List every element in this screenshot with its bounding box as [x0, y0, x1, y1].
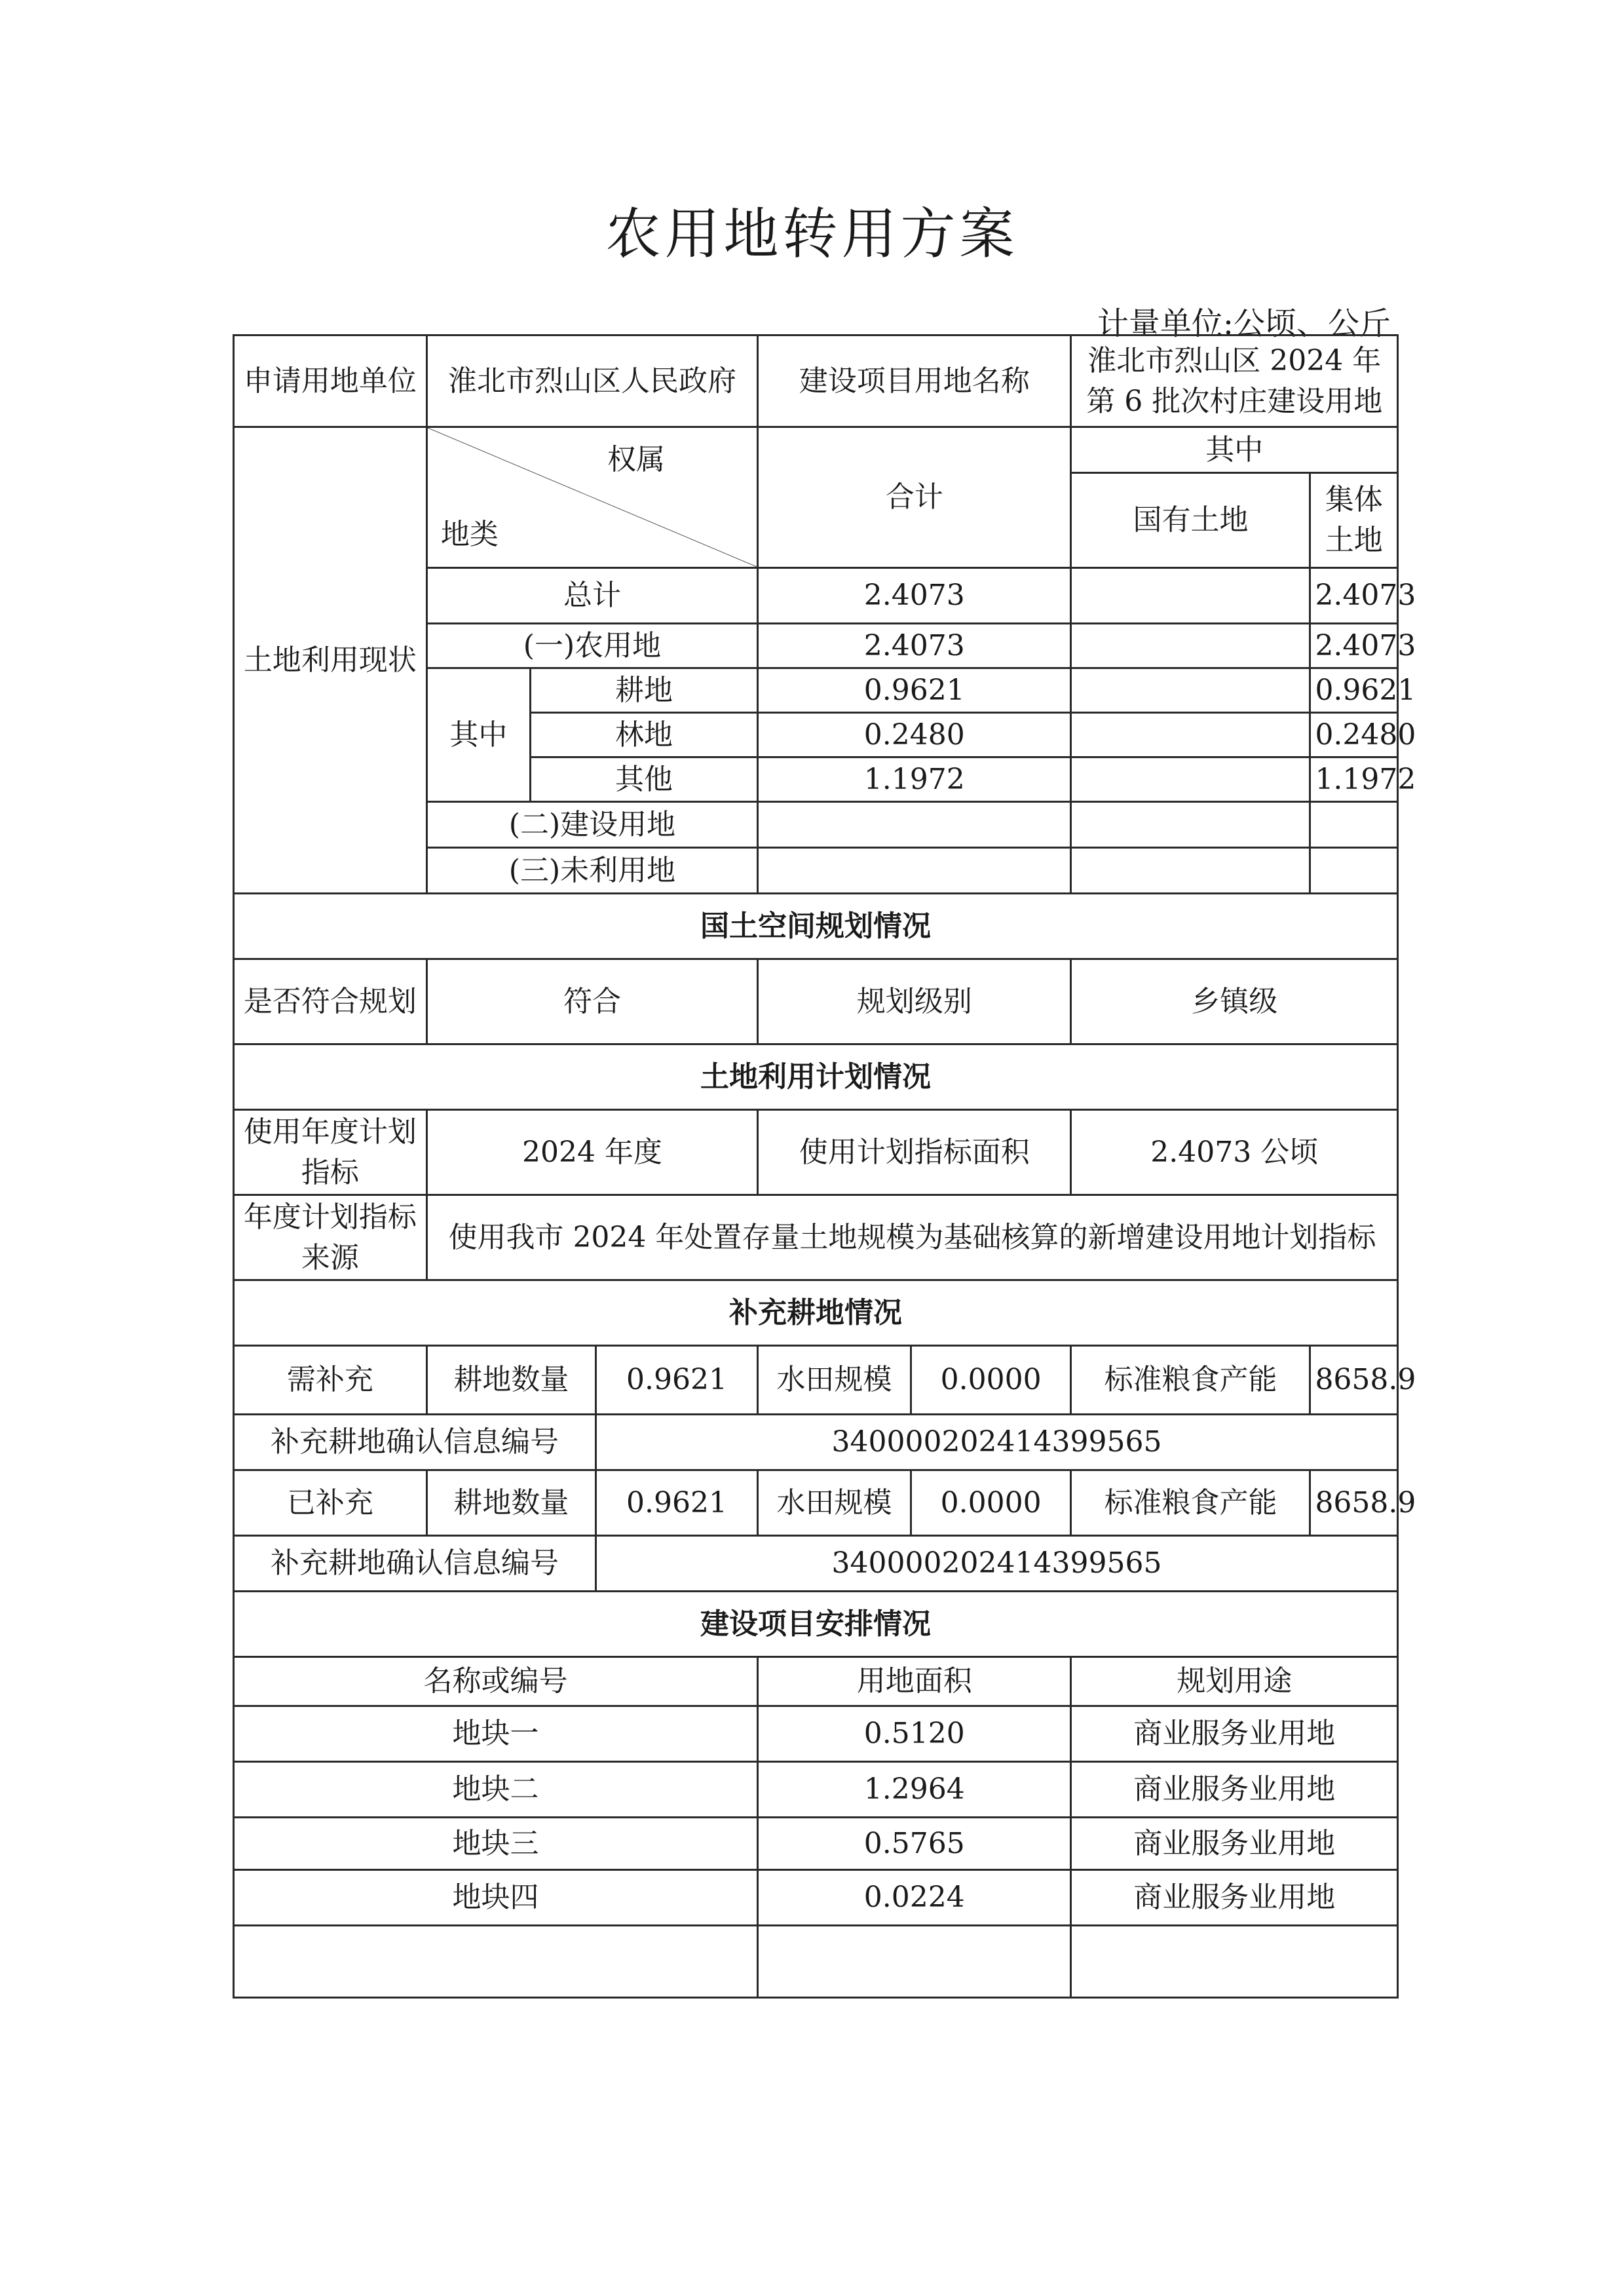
row-total	[758, 848, 1071, 894]
parcel-area-empty	[758, 1926, 1071, 1998]
row-name: 其他	[530, 757, 757, 802]
parcel-name-empty	[234, 1926, 758, 1998]
table-row	[234, 1706, 1398, 1762]
col-area-header: 用地面积	[758, 1657, 1071, 1706]
need-farmland-value: 0.9621	[596, 1346, 758, 1415]
row-total: 2.4073	[758, 568, 1071, 624]
collective-land-header: 集体土地	[1310, 473, 1398, 568]
total-column-header: 合计	[758, 427, 1071, 568]
plan-section-title: 土地利用计划情况	[234, 1044, 1398, 1110]
parcel-use: 商业服务业用地	[1071, 1762, 1398, 1818]
grain-label: 标准粮食产能	[1071, 1346, 1310, 1415]
need-confirm-label: 补充耕地确认信息编号	[234, 1415, 596, 1470]
row-collective: 2.4073	[1310, 624, 1398, 668]
project-name-value: 淮北市烈山区 2024 年第 6 批次村庄建设用地	[1071, 335, 1398, 427]
paddy-label: 水田规模	[758, 1346, 911, 1415]
document-title: 农用地转用方案	[605, 202, 1019, 266]
row-name: 总计	[426, 568, 757, 624]
land-conversion-table	[233, 334, 1416, 1999]
ownership-label: 权属	[607, 443, 666, 476]
row-collective: 2.4073	[1310, 568, 1398, 624]
plan-year-value: 2024 年度	[426, 1110, 757, 1195]
row-collective	[1310, 802, 1398, 848]
row-total	[758, 802, 1071, 848]
row-name: 林地	[530, 713, 757, 757]
plan-area-label: 使用计划指标面积	[758, 1110, 1071, 1195]
row-state	[1071, 668, 1310, 713]
need-paddy-value: 0.0000	[911, 1346, 1071, 1415]
col-name-header: 名称或编号	[234, 1657, 758, 1706]
row-name: (二)建设用地	[426, 802, 757, 848]
parcel-area: 0.5765	[758, 1818, 1071, 1870]
supplement-section-title: 补充耕地情况	[234, 1280, 1398, 1346]
table-row	[234, 1926, 1398, 1998]
table-row	[234, 1818, 1398, 1870]
table-row	[234, 1870, 1398, 1926]
done-confirm-label: 补充耕地确认信息编号	[234, 1536, 596, 1592]
parcel-name: 地块一	[234, 1706, 758, 1762]
land-use-status-label: 土地利用现状	[234, 427, 427, 894]
need-grain-value: 8658.9	[1310, 1346, 1398, 1415]
row-total: 1.1972	[758, 757, 1071, 802]
plan-comply-label: 是否符合规划	[234, 959, 427, 1044]
row-state	[1071, 848, 1310, 894]
measurement-unit: 计量单位:公顷、公斤	[1097, 305, 1391, 342]
plan-source-label: 年度计划指标来源	[234, 1195, 427, 1280]
farmland-label: 耕地数量	[426, 1346, 595, 1415]
applicant-label: 申请用地单位	[234, 335, 427, 427]
row-name: (三)未利用地	[426, 848, 757, 894]
of-which-label: 其中	[426, 668, 530, 802]
row-collective	[1310, 848, 1398, 894]
plan-comply-value: 符合	[426, 959, 757, 1044]
plan-source-value: 使用我市 2024 年处置存量土地规模为基础核算的新增建设用地计划指标	[426, 1195, 1397, 1280]
landtype-label: 地类	[440, 518, 499, 552]
row-total: 0.9621	[758, 668, 1071, 713]
done-confirm-value: 340000202414399565	[596, 1536, 1398, 1592]
done-farmland-value: 0.9621	[596, 1470, 758, 1536]
parcel-name: 地块四	[234, 1870, 758, 1926]
row-state	[1071, 802, 1310, 848]
paddy-label: 水田规模	[758, 1470, 911, 1536]
grain-label: 标准粮食产能	[1071, 1470, 1310, 1536]
project-name-label: 建设项目用地名称	[758, 335, 1071, 427]
col-use-header: 规划用途	[1071, 1657, 1398, 1706]
row-name: (一)农用地	[426, 624, 757, 668]
farmland-label: 耕地数量	[426, 1470, 595, 1536]
project-section-title: 建设项目安排情况	[234, 1592, 1398, 1657]
parcel-area: 0.5120	[758, 1706, 1071, 1762]
plan-area-value: 2.4073 公顷	[1071, 1110, 1398, 1195]
done-grain-value: 8658.9	[1310, 1470, 1398, 1536]
of-which-header: 其中	[1071, 427, 1398, 473]
need-supplement-label: 需补充	[234, 1346, 427, 1415]
parcel-use-empty	[1071, 1926, 1398, 1998]
row-collective: 0.2480	[1310, 713, 1398, 757]
row-collective: 0.9621	[1310, 668, 1398, 713]
plan-level-label: 规划级别	[758, 959, 1071, 1044]
applicant-value: 淮北市烈山区人民政府	[426, 335, 757, 427]
row-total: 2.4073	[758, 624, 1071, 668]
plan-year-label: 使用年度计划指标	[234, 1110, 427, 1195]
row-state	[1071, 568, 1310, 624]
row-state	[1071, 624, 1310, 668]
row-total: 0.2480	[758, 713, 1071, 757]
ownership-landtype-header	[426, 427, 757, 568]
row-state	[1071, 757, 1310, 802]
need-confirm-value: 340000202414399565	[596, 1415, 1398, 1470]
parcel-area: 1.2964	[758, 1762, 1071, 1818]
row-collective: 1.1972	[1310, 757, 1398, 802]
done-supplement-label: 已补充	[234, 1470, 427, 1536]
parcel-use: 商业服务业用地	[1071, 1818, 1398, 1870]
done-paddy-value: 0.0000	[911, 1470, 1071, 1536]
parcel-area: 0.0224	[758, 1870, 1071, 1926]
parcel-name: 地块二	[234, 1762, 758, 1818]
parcel-name: 地块三	[234, 1818, 758, 1870]
row-state	[1071, 713, 1310, 757]
planning-section-title: 国土空间规划情况	[234, 894, 1398, 959]
state-land-header: 国有土地	[1071, 473, 1310, 568]
parcel-use: 商业服务业用地	[1071, 1706, 1398, 1762]
plan-level-value: 乡镇级	[1071, 959, 1398, 1044]
row-name: 耕地	[530, 668, 757, 713]
parcel-use: 商业服务业用地	[1071, 1870, 1398, 1926]
table-row	[234, 1762, 1398, 1818]
